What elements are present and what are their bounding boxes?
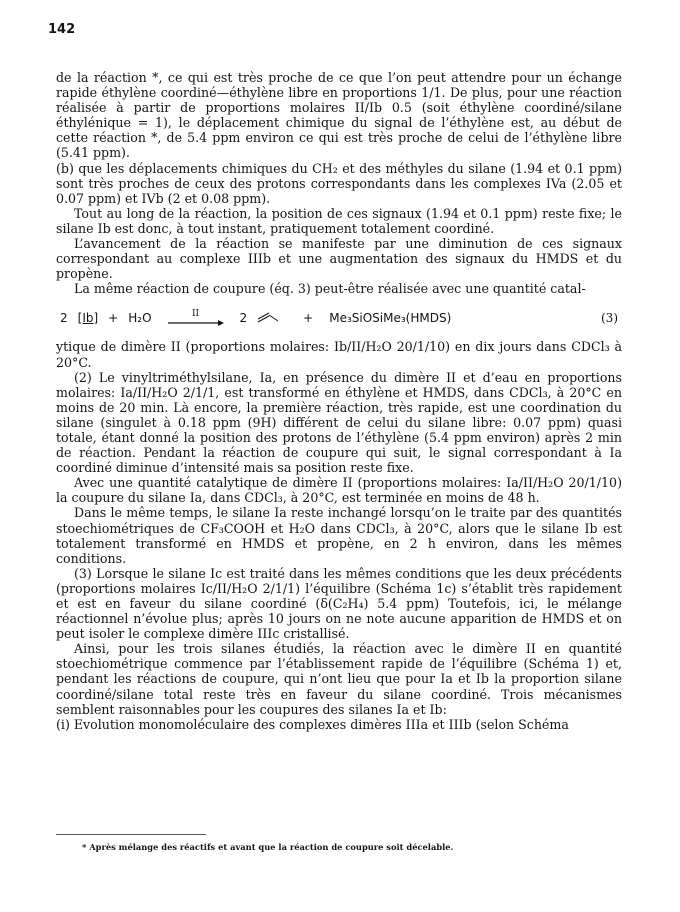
equation-water: H₂O <box>128 310 152 325</box>
footnote: * Après mélange des réactifs et avant que la réaction de coupure soit décelable. <box>82 842 454 852</box>
equation-number: (3) <box>601 310 618 325</box>
paragraph: (i) Evolution monomoléculaire des complexes dimères IIIa et IIIb (selon Schéma <box>56 716 569 732</box>
equation-plus: + <box>108 310 119 325</box>
paragraph: Ainsi, pour les trois silanes étudiés, la réaction avec le dimère II en quantité stoechiométrique commence par l’établissement rapide de l’équilibre (Schéma 1) et, pendant les réactions de coupure, qui n’ont lieu que pour Ia et Ib la proportion silane coordiné/silane total reste très en faveur du silane coordiné. Trois mécanismes semblent raisonnables pour les coupures des silanes Ia et Ib: <box>56 641 622 717</box>
body-text <box>56 70 622 732</box>
page-number: 142 <box>48 22 76 37</box>
equation-product: Me₃SiOSiMe₃(HMDS) <box>329 310 452 325</box>
paragraph: Tout au long de la réaction, la position de ces signaux (1.94 et 0.1 ppm) reste fixe; le silane Ib est donc, à tout instant, pratiquement totalement coordiné. <box>56 205 622 236</box>
ethylene-structure-icon <box>257 311 279 325</box>
paragraph: ytique de dimère II (proportions molaires: Ib/II/H₂O 20/1/10) en dix jours dans CDCl₃ à 20°C. <box>56 339 622 370</box>
chemical-equation <box>60 307 622 329</box>
paragraph: (b) que les déplacements chimiques du CH₂ et des méthyles du silane (1.94 et 0.1 ppm) sont très proches de ceux des protons correspondants dans les complexes IVa (2.05 et 0.07 ppm) et IVb (2 et 0.08 ppm). <box>56 160 622 206</box>
arrow-icon <box>168 319 224 327</box>
equation-reactant: [Ib] <box>77 310 99 325</box>
paragraph: La même réaction de coupure (éq. 3) peut-être réalisée avec une quantité catal- <box>74 281 586 297</box>
paragraph: (3) Lorsque le silane Ic est traité dans les mêmes conditions que les deux précédents (proportions molaires Ic/II/H₂O 2/1/1) l’équilibre (Schéma 1c) s’établit très rapidement et est en faveur du silane coordiné (δ(C₂H₄) 5.4 ppm) Toutefois, ici, le mélange réactionnel n’évolue plus; après 10 jours on ne note aucune apparition de HMDS et on peut isoler le complexe dimère IIIc cristallisé. <box>56 565 622 642</box>
equation-plus: + <box>303 310 314 325</box>
reaction-arrow <box>168 310 224 327</box>
paragraph: Dans le même temps, le silane Ia reste inchangé lorsqu’on le traite par des quantités stoechiométriques de CF₃COOH et H₂O dans CDCl₃, à 20°C, alors que le silane Ib est totalement transformé en HMDS et propène, en 2 h environ, dans les mêmes conditions. <box>56 505 622 566</box>
paragraph: (2) Le vinyltriméthylsilane, Ia, en présence du dimère II et d’eau en proportions molaires: Ia/II/H₂O 2/1/1, est transformé en éthylène et HMDS, dans CDCl₃, à 20°C en moins de 20 min. Là encore, la première réaction, très rapide, est une coordination du silane (singulet à 0.18 ppm (9H) différent de celui du silane libre: 0.07 ppm) quasi totale, étant donné la position des protons de l’éthylène (5.4 ppm environ) après 2 min de réaction. Pendant la réaction de coupure qui suit, le signal correspondant à Ia coordiné diminue d’intensité mais sa position reste fixe. <box>56 369 622 476</box>
paragraph: L’avancement de la réaction se manifeste par une diminution de ces signaux correspondant au complexe IIIb et une augmentation des signaux du HMDS et du propène. <box>56 236 622 282</box>
equation-coefficient: 2 <box>60 310 68 325</box>
footnote-divider <box>56 834 206 835</box>
equation-coefficient: 2 <box>239 310 248 325</box>
arrow-catalyst: II <box>191 308 200 319</box>
paragraph: de la réaction *, ce qui est très proche de ce que l’on peut attendre pour un échange rapide éthylène coordiné—éthylène libre en proportions 1/1. De plus, pour une réaction réalisée à partir de proportions molaires II/Ib 0.5 (soit éthylène coordiné/silane éthylénique = 1), le déplacement chimique du signal de l’éthylène est, au début de cette réaction *, de 5.4 ppm environ ce qui est très proche de celui de l’éthylène libre (5.41 ppm). <box>56 70 622 161</box>
paragraph: Avec une quantité catalytique de dimère II (proportions molaires: Ia/II/H₂O 20/1/10) la coupure du silane Ia, dans CDCl₃, à 20°C, est terminée en moins de 48 h. <box>56 475 622 506</box>
